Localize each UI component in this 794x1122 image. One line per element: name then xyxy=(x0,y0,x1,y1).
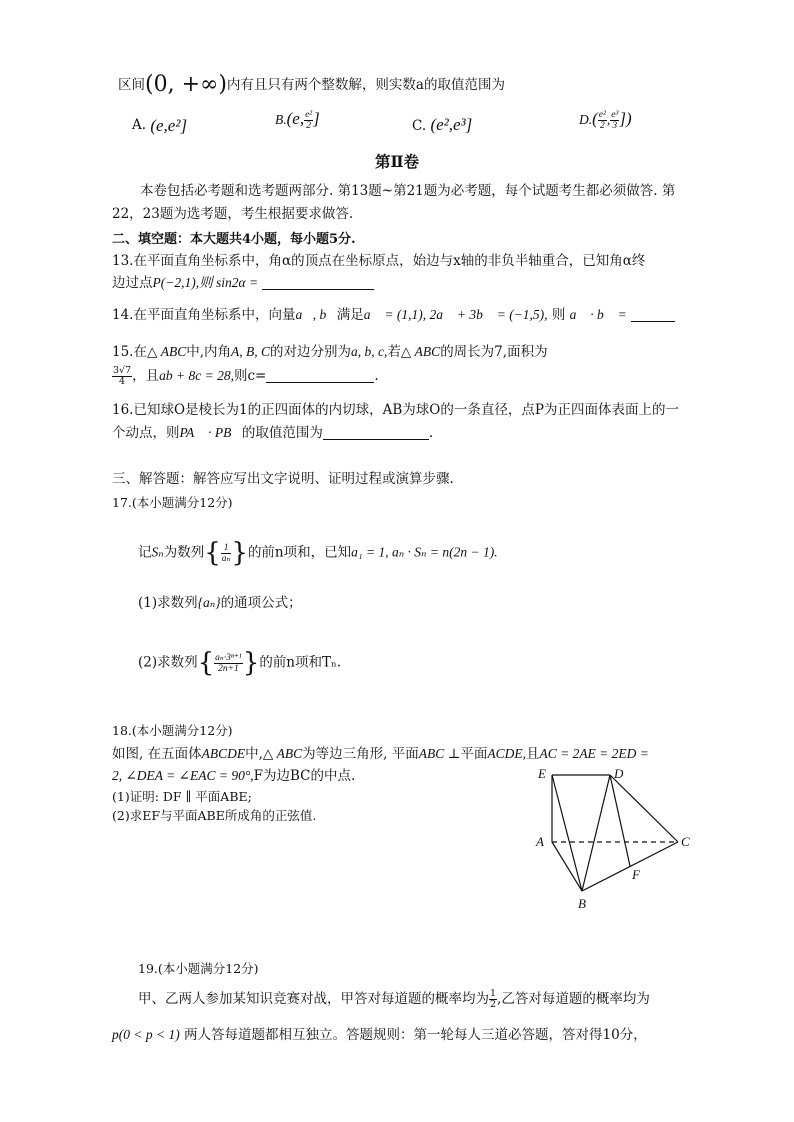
q19-half-num: 1 xyxy=(490,988,497,999)
q17-text-a: 记 xyxy=(138,544,152,561)
edge-dc xyxy=(610,775,678,842)
option-d-mid: , xyxy=(606,112,611,127)
q15-text-f: ，且 xyxy=(132,368,160,384)
q13-line-2 xyxy=(112,274,374,292)
q15-line-2: $\frac{3√7}{4}$ ，且ab + 8c = 28,则c= . xyxy=(113,365,379,387)
q17-p2-num: aₙ·3ⁿ⁺¹ xyxy=(215,652,242,663)
q18-part-1: (1)证明: DF ∥ 平面ABE; xyxy=(112,789,252,804)
q13-text-a: 边过点 xyxy=(112,275,153,291)
option-d-fraction-2 xyxy=(610,110,619,131)
option-d-label: D. xyxy=(579,112,593,127)
q19-text-c: 两人答每道题都相互独立。答题规则：第一轮每人三道必答题，答对得10分， xyxy=(184,1027,647,1043)
q18-text-d: 平面 xyxy=(460,746,488,762)
q17-sn: Sₙ xyxy=(151,544,164,560)
option-c-label: C. xyxy=(412,118,427,134)
q15-text-g: 则c= xyxy=(234,368,267,384)
option-d-den2: 3 xyxy=(612,121,618,131)
q14-text-b: 满足 xyxy=(336,307,364,323)
q15-answer-blank[interactable] xyxy=(266,368,374,383)
option-c-text: (e²,e³] xyxy=(430,115,473,134)
option-b-post: ] xyxy=(313,109,320,128)
q12-stem-text: 区间 xyxy=(118,77,145,93)
q17-p2-text-b: 的前n项和Tₙ. xyxy=(259,654,342,671)
q12-stem-tail: 内有且只有两个整数解，则实数a的取值范围为 xyxy=(226,77,505,93)
q14-text-c: 则 xyxy=(551,307,566,323)
q19-line-1 xyxy=(138,989,650,1010)
q15-line-1 xyxy=(112,343,548,361)
q18-text-c: 为等边三角形, 平面 xyxy=(302,746,419,762)
q19-line-2 xyxy=(112,1026,647,1044)
option-b-pre: (e, xyxy=(286,109,305,128)
q12-option-d xyxy=(579,110,632,131)
label-b: B xyxy=(578,896,586,911)
q15-sides: a, b, c, xyxy=(351,344,388,359)
q19-text-b: ,乙答对每道题的概率均为 xyxy=(497,991,650,1007)
edge-df xyxy=(610,775,630,866)
q16-text-b: 的取值范围为 xyxy=(241,425,323,441)
q17-p2-fraction xyxy=(214,653,243,674)
q12-stem xyxy=(118,72,505,97)
q18-triangle: △ ABC xyxy=(262,746,303,761)
q17-seq-num: 1 xyxy=(221,543,232,554)
section-intro-1: 本卷包括必考题和选考题两部分. 第13题~第21题为必考题，每个试题考生都必须做答. 第 xyxy=(140,183,676,199)
option-d-post: ]) xyxy=(619,109,632,128)
q18-equation-1: AC = 2AE = 2ED = xyxy=(539,746,649,761)
edge-eb xyxy=(552,775,582,891)
q16-expression: PA⃗ · PB⃗ xyxy=(179,425,242,440)
q18-text-e: 且 xyxy=(525,746,540,762)
pentahedron-figure xyxy=(530,765,710,915)
q17-part-1 xyxy=(138,594,302,612)
edge-db xyxy=(582,775,610,891)
q15-condition: ab + 8c = 28, xyxy=(159,368,234,383)
q13-answer-blank[interactable] xyxy=(262,275,374,290)
q18-text-b: 中, xyxy=(245,746,263,762)
q18-line-2 xyxy=(112,767,355,785)
q19-text-a: 甲、乙两人参加某知识竞赛对战，甲答对每道题的概率均为 xyxy=(138,991,489,1007)
q17-seq-fraction xyxy=(221,543,232,564)
q17-stem: 记Sₙ为数列{ $\frac{1}{\text{aₙ}}$ }的前n项和，已知a₁ = 1, aₙ · Sₙ = n(2n − 1). xyxy=(138,538,498,568)
q15-text-e: 的周长为7,面积为 xyxy=(440,344,548,360)
q15-area-den: 4 xyxy=(119,376,126,387)
option-b-den: 2 xyxy=(306,121,311,131)
q17-part-2: (2)求数列{ $\frac{\text{aₙ·3ⁿ⁺¹}}{2n+1}$ }的前n项和Tₙ. xyxy=(138,648,342,678)
q14-equation: a⃗ = (1,1), 2a⃗ + 3b⃗ = (−1,5), xyxy=(363,307,548,322)
q18-text-a: 如图, 在五面体 xyxy=(112,746,202,762)
q19-half xyxy=(489,989,497,1010)
q15-triangle-2: △ ABC xyxy=(400,344,441,359)
q15-text-a: 15.在 xyxy=(112,344,147,360)
q12-option-a xyxy=(132,116,187,135)
q16-text-a: 个动点，则 xyxy=(112,425,180,441)
q15-area-fraction xyxy=(112,366,132,387)
option-d-fraction-1 xyxy=(598,110,607,131)
q18-abcde: ABCDE xyxy=(201,746,246,761)
option-b-num: e² xyxy=(305,110,313,120)
label-d: D xyxy=(614,766,624,781)
option-d-num1: e² xyxy=(598,110,606,120)
q15-angles: A, B, C xyxy=(231,344,271,359)
label-c: C xyxy=(681,834,690,849)
q12-option-c xyxy=(412,116,472,135)
q17-title: 17.(本小题满分12分) xyxy=(112,495,233,510)
label-a: A xyxy=(536,834,544,849)
label-f: F xyxy=(632,867,640,882)
q15-text-c: 的对边分别为 xyxy=(270,344,352,360)
q18-text-f: F为边BC的中点. xyxy=(253,768,356,784)
q17-p1-text-a: (1)求数列 xyxy=(138,595,198,611)
q18-title: 18.(本小题满分12分) xyxy=(112,723,233,738)
option-b-fraction xyxy=(304,110,313,131)
section-title: 第Ⅱ卷 xyxy=(374,152,420,171)
option-a-text: (e,e²] xyxy=(150,116,188,135)
q18-line-1 xyxy=(112,745,649,763)
q16-line-1: 16.已知球O是棱长为1的正四面体的内切球，AB为球O的一条直径，点P为正四面体表面上的一 xyxy=(112,402,679,418)
q12-interval: (0, +∞) xyxy=(145,72,227,97)
q13-point: P(−2,1) xyxy=(152,275,196,290)
fill-heading: 二、填空题：本大题共4小题，每小题5分. xyxy=(112,232,356,247)
q14-vectors: a⃗, b⃗ xyxy=(295,307,337,322)
q15-area-num: 3√7 xyxy=(113,365,132,376)
q12-option-b xyxy=(275,110,320,131)
q13-text-b: ,则 sin2α = xyxy=(195,275,259,290)
q14-line xyxy=(112,306,675,324)
q15-triangle: △ ABC xyxy=(146,344,187,359)
q16-answer-blank[interactable] xyxy=(323,425,429,440)
q17-p1-seq: {aₙ} xyxy=(197,595,221,610)
edge-ab xyxy=(552,842,582,891)
q17-p2-den: 2n+1 xyxy=(218,663,239,674)
q19-half-den: 2 xyxy=(490,999,497,1010)
q14-dot: a⃗ · b⃗ = xyxy=(569,307,627,322)
option-d-pre: ( xyxy=(592,109,598,128)
q19-title: 19.(本小题满分12分) xyxy=(138,961,259,976)
q17-text-b: 为数列 xyxy=(163,544,205,561)
q17-seq-den: aₙ xyxy=(221,553,231,564)
section-intro-2: 22，23题为选考题，考生根据要求做答. xyxy=(112,206,354,222)
q18-acde: ACDE, xyxy=(487,746,526,761)
q16-line-2: 个动点，则PA⃗ · PB⃗的取值范围为 . xyxy=(112,425,434,441)
q14-text-a: 14.在平面直角坐标系中，向量 xyxy=(112,307,296,323)
q14-answer-blank[interactable] xyxy=(631,307,675,322)
q17-text-c: 的前n项和，已知 xyxy=(247,544,352,561)
q17-p2-text-a: (2)求数列 xyxy=(138,654,198,671)
q15-text-d: 若 xyxy=(387,344,401,360)
q18-perp: ABC ⊥ xyxy=(418,746,461,761)
option-d-den1: 2 xyxy=(599,121,605,131)
option-b-label: B. xyxy=(275,112,287,127)
q17-p1-text-b: 的通项公式； xyxy=(220,595,302,611)
solve-heading: 三、解答题：解答应写出文字说明、证明过程或演算步骤. xyxy=(112,471,454,487)
q15-text-b: 中,内角 xyxy=(186,344,232,360)
q17-condition: a₁ = 1, aₙ · Sₙ = n(2n − 1). xyxy=(351,544,498,560)
q13-line-1: 13.在平面直角坐标系中，角α的顶点在坐标原点，始边与x轴的非负半轴重合，已知角α终 xyxy=(112,253,646,269)
label-e: E xyxy=(538,766,546,781)
option-d-num2: e³ xyxy=(611,110,619,120)
q18-part-2: (2)求EF与平面ABE所成角的正弦值. xyxy=(112,808,317,823)
edge-bc xyxy=(582,842,678,891)
q19-p-condition: p(0 < p < 1) xyxy=(112,1027,180,1042)
q18-equation-2: 2, ∠DEA = ∠EAC = 90°, xyxy=(112,768,254,783)
option-a-label: A. xyxy=(132,117,147,133)
